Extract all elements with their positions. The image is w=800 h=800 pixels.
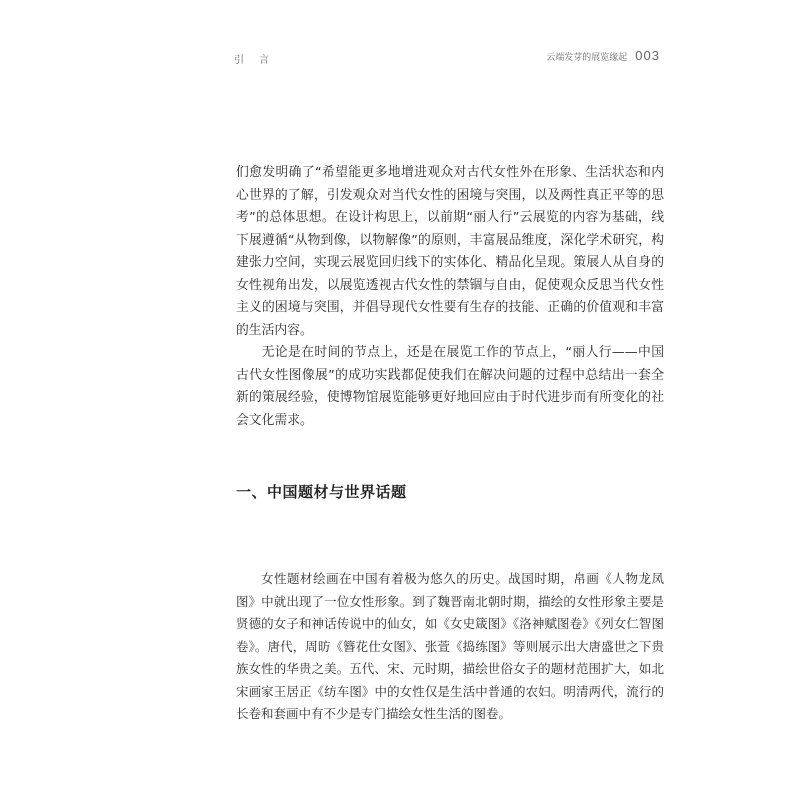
body-text-upper	[236, 162, 664, 432]
section-heading: 一、中国题材与世界话题	[236, 483, 407, 501]
paragraph: 无论是在时间的节点上，还是在展览工作的节点上，“丽人行——中国古代女性图像展”的成功实践都促使我们在解决问题的过程中总结出一套全新的策展经验，使博物馆展览能够更好地回应由于时代进步而有所变化的社会文化需求。	[236, 345, 664, 428]
paragraph: 女性题材绘画在中国有着极为悠久的历史。战国时期，帛画《人物龙凤图》中就出现了一位女性形象。到了魏晋南北朝时期，描绘的女性形象主要是贤德的女子和神话传说中的仙女，如《女史箴图》《洛神赋图卷》《列女仁智图卷》。唐代，周昉《簪花仕女图》、张萱《捣练图》等则展示出大唐盛世之下贵族女性的华贵之美。五代、宋、元时期，描绘世俗女子的题材范围扩大，如北宋画家王居正《纺车图》中的女性仅是生活中普通的农妇。明清两代，流行的长卷和套画中有不少是专门描绘女性生活的图卷。	[236, 571, 664, 721]
running-title: 云端发芽的展览缘起	[546, 53, 628, 63]
body-text-lower	[236, 568, 664, 726]
running-header	[546, 48, 660, 63]
paragraph-continued: 们愈发明确了“希望能更多地增进观众对古代女性外在形象、生活状态和内心世界的了解，引发观众对当代女性的困境与突围，以及两性真正平等的思考”的总体思想。在设计构思上，以前期“丽人行”云展览的内容为基础，线下展遵循“从物到像，以物解像”的原则，丰富展品维度，深化学术研究，构建张力空间，实现云展览回归线下的实体化、精品化呈现。策展人从自身的女性视角出发，以展览透视古代女性的禁锢与自由，促使观众反思当代女性主义的困境与突围，并倡导现代女性要有生存的技能、正确的价值观和丰富的生活内容。	[236, 165, 664, 338]
chapter-label: 引 言	[234, 55, 276, 66]
page-number: 003	[635, 48, 660, 63]
